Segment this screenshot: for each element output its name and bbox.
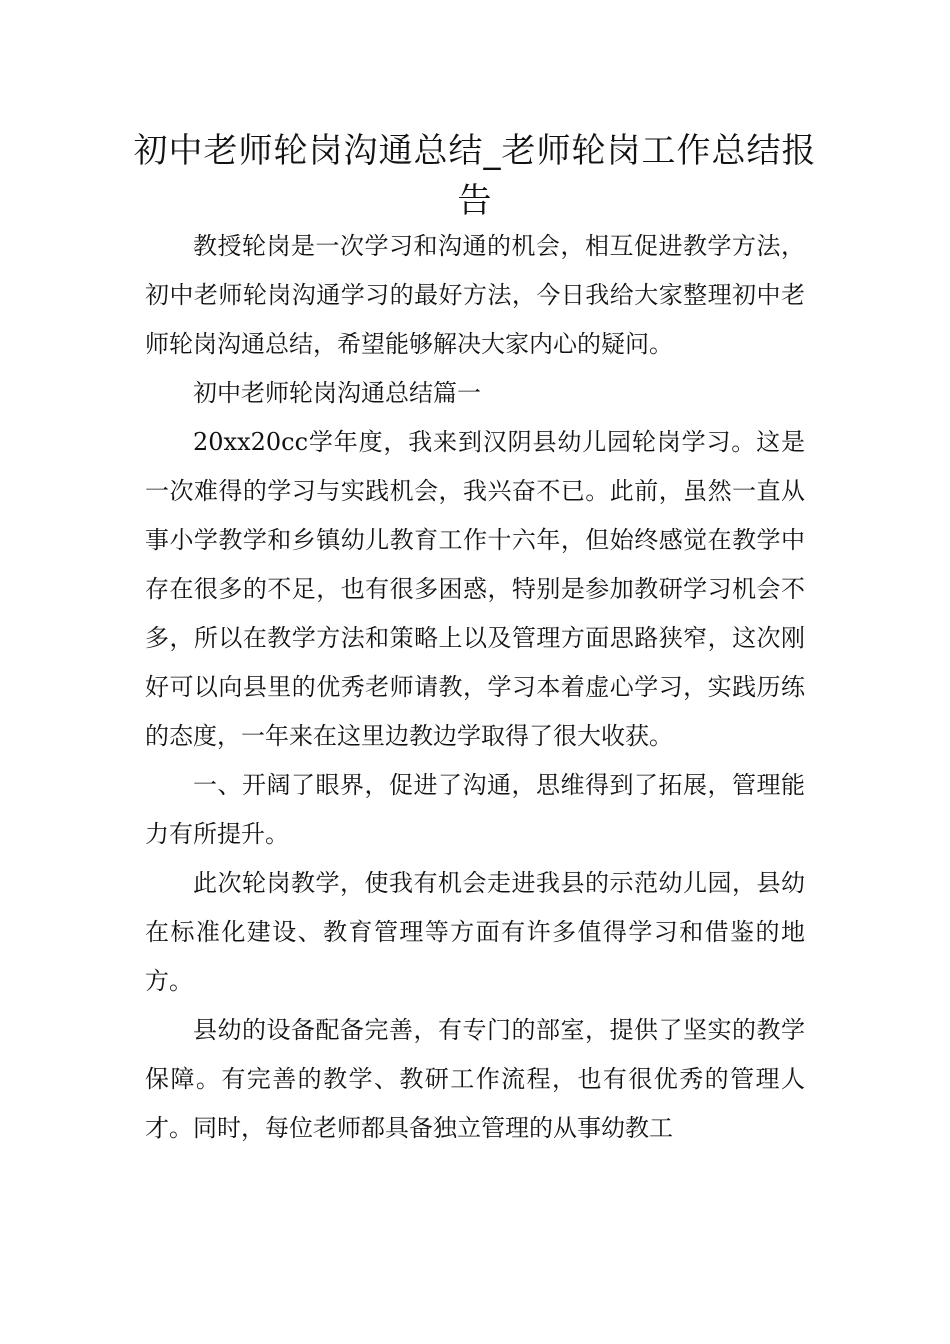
document-title: 初中老师轮岗沟通总结_老师轮岗工作总结报告 bbox=[133, 131, 817, 221]
paragraph: 此次轮岗教学，使我有机会走进我县的示范幼儿园，县幼在标准化建设、教育管理等方面有许多值得学习和借鉴的地方。 bbox=[145, 869, 805, 995]
section-heading: 初中老师轮岗沟通总结篇一 bbox=[193, 379, 481, 407]
paragraph: 县幼的设备配备完善，有专门的部室，提供了坚实的教学保障。有完善的教学、教研工作流程，也有很优秀的管理人才。同时，每位老师都具备独立管理的从事幼教工 bbox=[145, 1016, 805, 1142]
document-body bbox=[145, 222, 805, 1153]
paragraph: 20xx20cc学年度，我来到汉阴县幼儿园轮岗学习。这是一次难得的学习与实践机会，我兴奋不已。此前，虽然一直从事小学教学和乡镇幼儿教育工作十六年，但始终感觉在教学中存在很多的不足，也有很多困惑，特别是参加教研学习机会不多，所以在教学方法和策略上以及管理方面思路狭窄，这次刚好可以向县里的优秀老师请教，学习本着虚心学习，实践历练的态度，一年来在这里边教边学取得了很大收获。 bbox=[145, 428, 805, 750]
subsection-heading: 一、开阔了眼界，促进了沟通，思维得到了拓展，管理能力有所提升。 bbox=[145, 771, 805, 848]
paragraph-intro: 教授轮岗是一次学习和沟通的机会，相互促进教学方法，初中老师轮岗沟通学习的最好方法，今日我给大家整理初中老师轮岗沟通总结，希望能够解决大家内心的疑问。 bbox=[145, 232, 805, 358]
